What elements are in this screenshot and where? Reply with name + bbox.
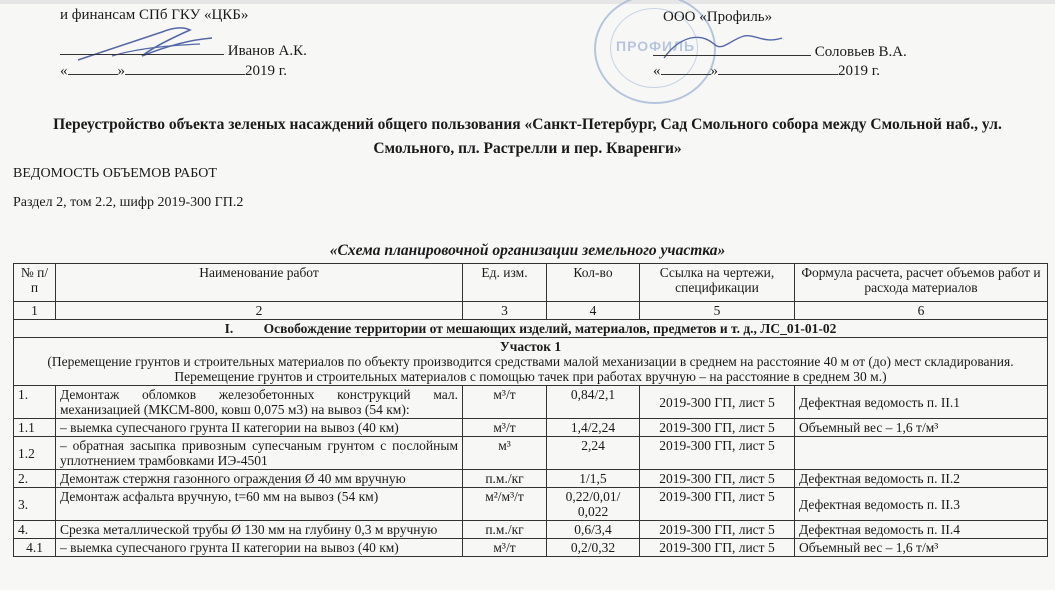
right-approval-name-line (653, 43, 907, 61)
row-ref: 2019-300 ГП, лист 5 (640, 386, 795, 419)
row-unit: п.м./кг (463, 470, 547, 488)
row-name: Демонтаж стержня газонного ограждения Ø 40 мм вручную (56, 470, 463, 488)
works-volume-table (13, 263, 1048, 557)
row-ref: 2019-300 ГП, лист 5 (640, 470, 795, 488)
row-formula: Дефектная ведомость п. II.2 (795, 470, 1048, 488)
section-heading: I. Освобождение территории от мешающих изделий, материалов, предметов и т. д., ЛС_01-01-02 (14, 320, 1048, 338)
row-num: 1.2 (14, 437, 56, 470)
col-number: 3 (463, 302, 547, 320)
right-date-month-line (718, 74, 838, 75)
left-signature-line (60, 54, 224, 55)
right-signature-line (653, 55, 811, 56)
right-date-day-line (661, 74, 711, 75)
left-approval-date (60, 62, 287, 80)
area-row (14, 338, 1048, 386)
left-date-month-line (125, 74, 245, 75)
right-date-quote-close: » (710, 63, 718, 79)
row-unit: м²/м³/т (463, 488, 547, 521)
row-qty: 0,22/0,01/ 0,022 (547, 488, 640, 521)
scan-top-edge (0, 0, 1055, 4)
table-row (14, 488, 1048, 521)
col-number: 6 (795, 302, 1048, 320)
row-qty: 1/1,5 (547, 470, 640, 488)
row-name: – выемка супесчаного грунта II категории на вывоз (40 км) (56, 539, 463, 557)
row-formula: Дефектная ведомость п. II.1 (795, 386, 1048, 419)
area-title: Участок 1 (499, 339, 562, 354)
row-num: 3. (14, 488, 56, 521)
area-note: (Перемещение грунтов и строительных материалов по объекту производится средствами малой механизации в среднем на расстояние 40 м от (до) мест складирования. Перемещение грунтов и строительных материалов с помощью тачек при работах вручную – на расстояние в среднем 30 м.) (47, 354, 1014, 384)
col-number: 5 (640, 302, 795, 320)
row-formula (795, 437, 1048, 470)
row-num: 1. (14, 386, 56, 419)
right-approval-org: ООО «Профиль» (663, 9, 773, 25)
right-approval-date (653, 62, 880, 80)
col-number: 1 (14, 302, 56, 320)
row-unit: м³ (463, 437, 547, 470)
area-cell (14, 338, 1048, 386)
row-name: Демонтаж асфальта вручную, t=60 мм на вывоз (54 км) (56, 488, 463, 521)
left-date-day-line (68, 74, 118, 75)
header-qty: Кол-во (547, 264, 640, 302)
row-qty: 1,4/2,24 (547, 419, 640, 437)
row-num: 4. (14, 521, 56, 539)
row-num: 1.1 (14, 419, 56, 437)
left-approval-name-line (60, 42, 307, 60)
right-date-year: 2019 г. (838, 63, 880, 79)
row-formula: Дефектная ведомость п. II.3 (795, 488, 1048, 521)
row-num: 4.1 (14, 539, 56, 557)
table-row (14, 521, 1048, 539)
table-row (14, 386, 1048, 419)
row-qty: 0,6/3,4 (547, 521, 640, 539)
header-name: Наименование работ (56, 264, 463, 302)
row-unit: м³/т (463, 539, 547, 557)
table-row (14, 470, 1048, 488)
document-title: Переустройство объекта зеленых насаждений общего пользования «Санкт-Петербург, Сад Смольного собора между Смольной наб., ул. Смольного, пл. Растрелли и пер. Кваренги» (53, 116, 1002, 157)
row-ref: 2019-300 ГП, лист 5 (640, 437, 795, 470)
row-name: Демонтаж обломков железобетонных конструкций мал. механизацией (МКСМ-800, ковш 0,075 м3) на вывоз (54 км): (56, 386, 463, 419)
row-qty: 0,2/0,32 (547, 539, 640, 557)
row-ref: 2019-300 ГП, лист 5 (640, 488, 795, 521)
column-number-row (14, 302, 1048, 320)
section-row (14, 320, 1048, 338)
document-type: ВЕДОМОСТЬ ОБЪЕМОВ РАБОТ (13, 166, 217, 181)
header-num: № п/п (14, 264, 56, 302)
left-date-quote-close: » (117, 63, 125, 79)
table-header-row (14, 264, 1048, 302)
table-row (14, 419, 1048, 437)
left-approval-org: и финансам СПб ГКУ «ЦКБ» (60, 7, 249, 23)
row-ref: 2019-300 ГП, лист 5 (640, 539, 795, 557)
row-qty: 2,24 (547, 437, 640, 470)
right-approval-name: Соловьев В.А. (814, 44, 907, 60)
header-ref: Ссылка на чертежи, спецификации (640, 264, 795, 302)
row-formula: Объемный вес – 1,6 т/м³ (795, 419, 1048, 437)
table-row (14, 437, 1048, 470)
header-unit: Ед. изм. (463, 264, 547, 302)
left-date-quote-open: « (60, 63, 68, 79)
row-name: – выемка супесчаного грунта II категории на вывоз (40 км) (56, 419, 463, 437)
row-ref: 2019-300 ГП, лист 5 (640, 419, 795, 437)
row-num: 2. (14, 470, 56, 488)
header-formula: Формула расчета, расчет объемов работ и расхода материалов (795, 264, 1048, 302)
row-unit: п.м./кг (463, 521, 547, 539)
col-number: 2 (56, 302, 463, 320)
row-formula: Объемный вес – 1,6 т/м³ (795, 539, 1048, 557)
row-formula: Дефектная ведомость п. II.4 (795, 521, 1048, 539)
schema-title: «Схема планировочной организации земельного участка» (329, 242, 726, 259)
row-unit: м³/т (463, 419, 547, 437)
col-number: 4 (547, 302, 640, 320)
row-ref: 2019-300 ГП, лист 5 (640, 521, 795, 539)
row-name: Срезка металлической трубы Ø 130 мм на глубину 0,3 м вручную (56, 521, 463, 539)
row-qty: 0,84/2,1 (547, 386, 640, 419)
stamp-text: ПРОФИЛЬ (616, 38, 696, 54)
left-approval-name: Иванов А.К. (227, 43, 307, 59)
table-row (14, 539, 1048, 557)
row-name: – обратная засыпка привозным супесчаным грунтом с послойным уплотнением трамбовками ИЭ-4501 (56, 437, 463, 470)
right-date-quote-open: « (653, 63, 661, 79)
row-unit: м³/т (463, 386, 547, 419)
left-date-year: 2019 г. (245, 63, 287, 79)
document-section: Раздел 2, том 2.2, шифр 2019-300 ГП.2 (13, 195, 244, 210)
